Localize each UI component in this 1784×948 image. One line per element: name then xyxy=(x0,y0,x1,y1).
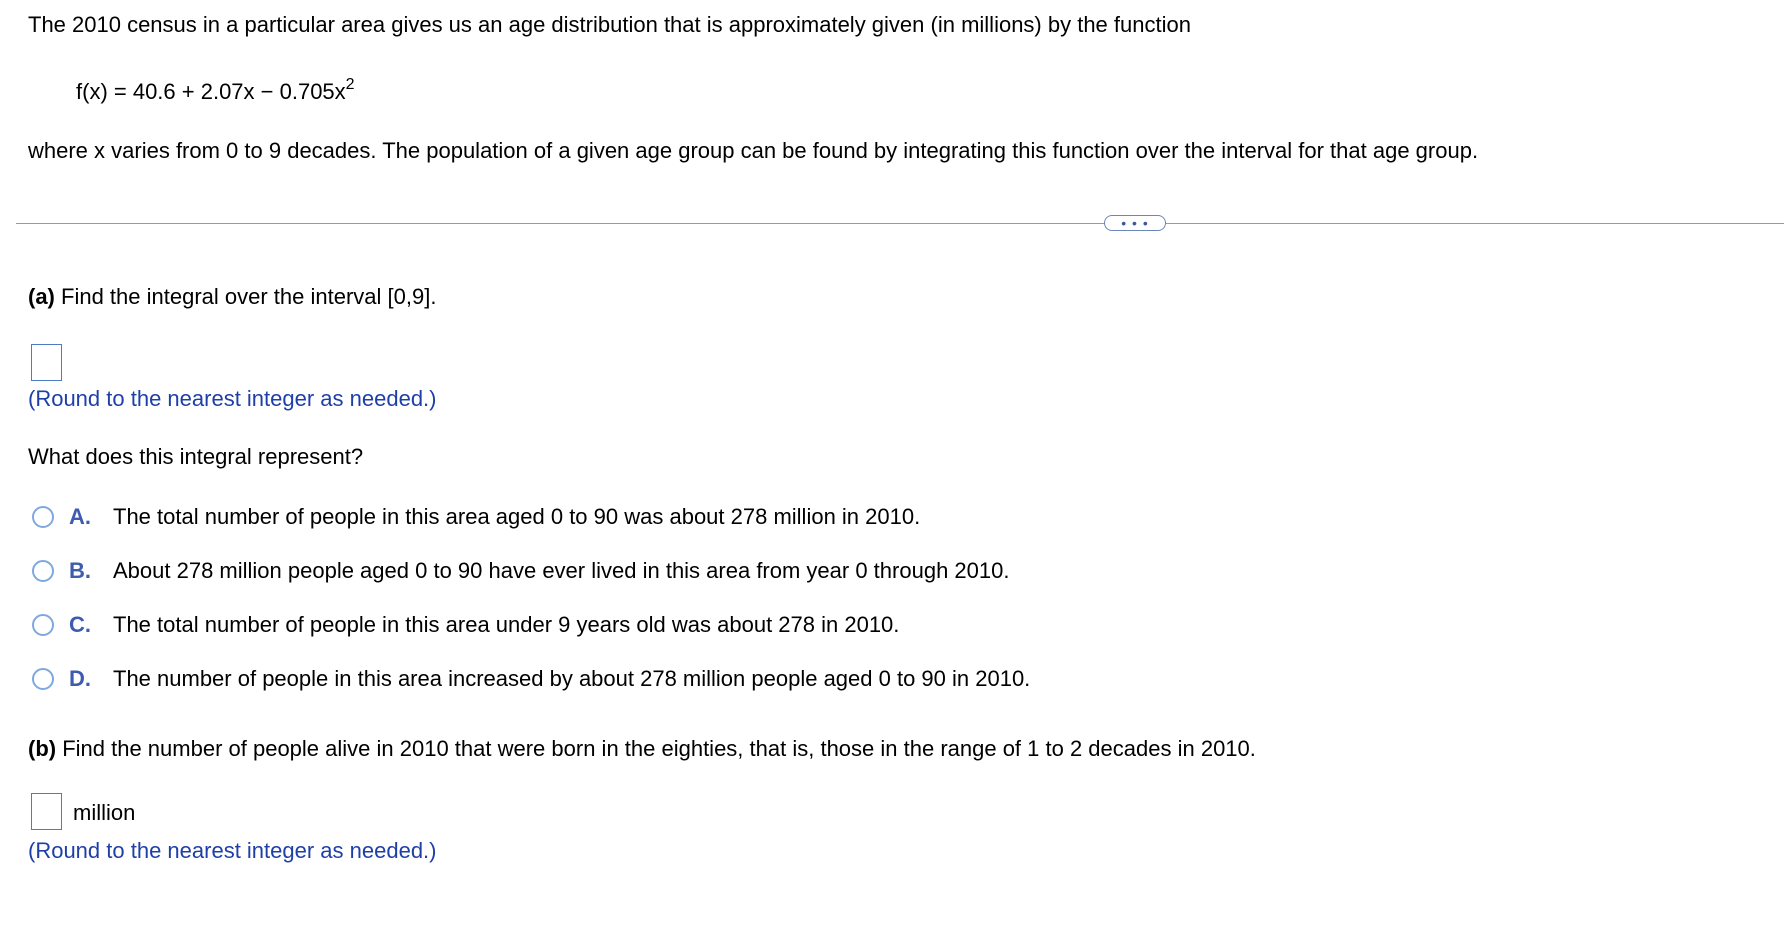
choice-a-text: The total number of people in this area aged 0 to 90 was about 278 million in 2010. xyxy=(113,504,921,529)
choice-c-radio[interactable] xyxy=(32,614,54,636)
choice-c[interactable] xyxy=(32,610,899,640)
choice-d[interactable] xyxy=(32,664,1030,694)
part-a-answer-input[interactable] xyxy=(31,344,62,381)
choice-d-radio[interactable] xyxy=(32,668,54,690)
part-a-follow-up-question: What does this integral represent? xyxy=(28,444,364,469)
part-b-rounding-hint: (Round to the nearest integer as needed.) xyxy=(28,838,437,863)
part-b-unit-label: million xyxy=(73,800,136,825)
part-a-rounding-hint: (Round to the nearest integer as needed.) xyxy=(28,386,437,411)
part-b-label: (b) xyxy=(28,736,57,761)
choice-a-radio[interactable] xyxy=(32,506,54,528)
choice-c-text: The total number of people in this area under 9 years old was about 278 in 2010. xyxy=(113,612,900,637)
choice-d-text: The number of people in this area increased by about 278 million people aged 0 to 90 in 2010. xyxy=(113,666,1031,691)
problem-intro: The 2010 census in a particular area gives us an age distribution that is approximately given (in millions) by the function xyxy=(28,12,1191,37)
choice-a[interactable] xyxy=(32,502,920,532)
expand-more-button[interactable]: • • • xyxy=(1104,215,1166,231)
choice-b-text: About 278 million people aged 0 to 90 have ever lived in this area from year 0 through 2010. xyxy=(113,558,1010,583)
function-formula xyxy=(76,75,355,105)
choice-c-letter: C. xyxy=(69,612,91,637)
choice-d-letter: D. xyxy=(69,666,91,691)
choice-b[interactable] xyxy=(32,556,1009,586)
part-b-question xyxy=(28,736,1256,762)
choice-b-radio[interactable] xyxy=(32,560,54,582)
choice-b-letter: B. xyxy=(69,558,91,583)
part-b-answer-input[interactable] xyxy=(31,793,62,830)
part-a-label: (a) xyxy=(28,284,55,309)
formula-base: f(x) = 40.6 + 2.07x − 0.705x xyxy=(76,79,346,104)
part-a-question xyxy=(28,284,436,310)
part-a-text: Find the integral over the interval [0,9]. xyxy=(54,284,437,309)
section-divider xyxy=(16,223,1784,224)
choice-a-letter: A. xyxy=(69,504,91,529)
problem-context: where x varies from 0 to 9 decades. The population of a given age group can be found by integrating this function over the interval for that age group. xyxy=(28,138,1479,163)
formula-exponent: 2 xyxy=(345,75,355,93)
part-b-text: Find the number of people alive in 2010 that were born in the eighties, that is, those in the range of 1 to 2 decades in 2010. xyxy=(56,736,1256,761)
